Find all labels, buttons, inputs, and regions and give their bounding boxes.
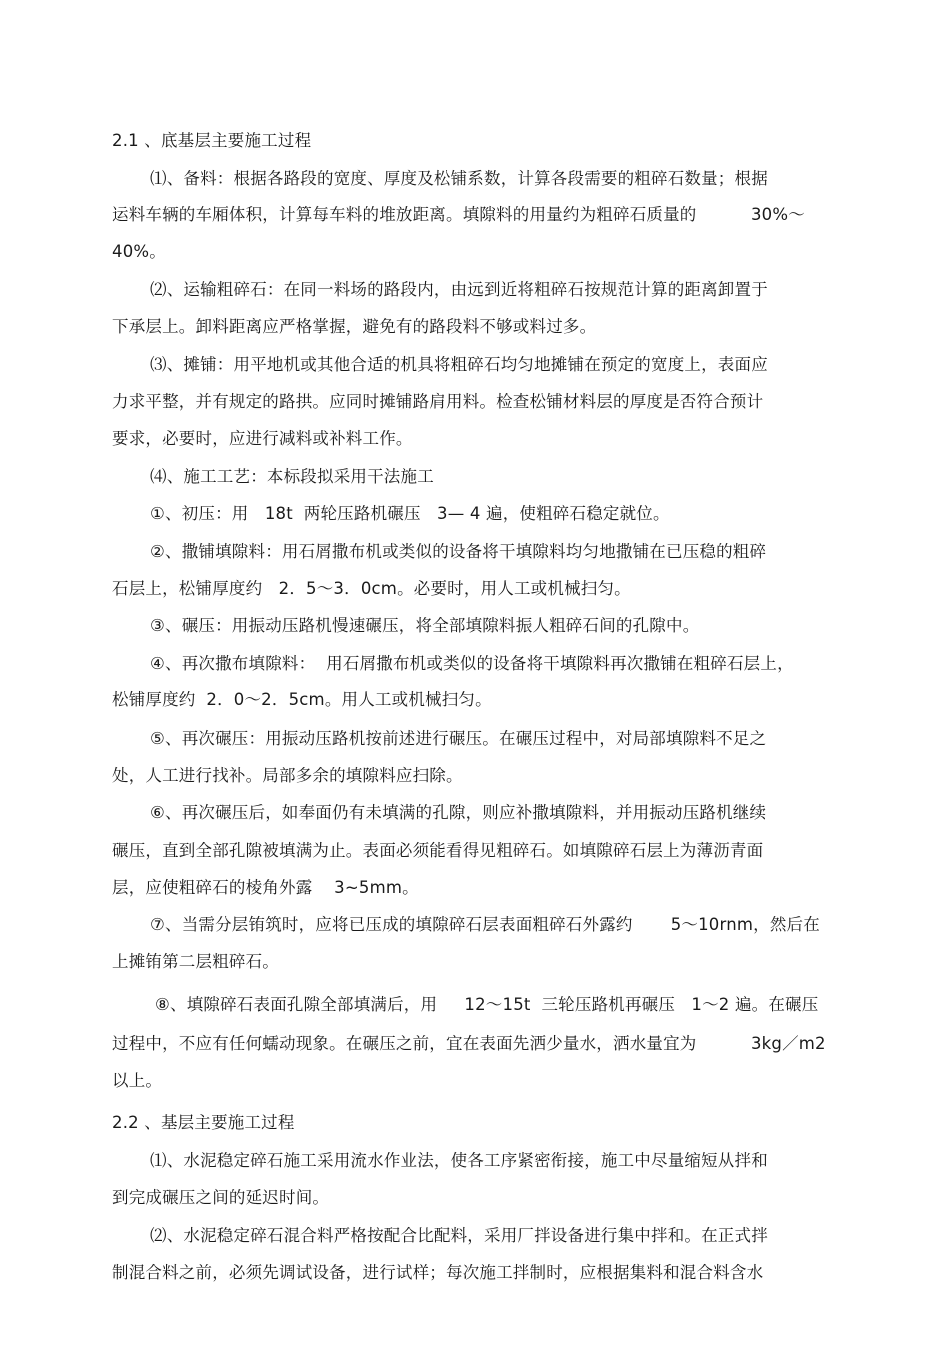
section-heading-2-1: 2.1 、底基层主要施工过程 — [112, 131, 312, 150]
paragraph-line: ④、再次撒布填隙料： 用石屑撒布机或类似的设备将干填隙料再次撒铺在粗碎石层上， — [150, 654, 794, 673]
paragraph-line: ⑴、水泥稳定碎石施工采用流水作业法，使各工序紧密衔接，施工中尽量缩短从拌和 — [150, 1151, 768, 1170]
paragraph-line: 石层上，松铺厚度约 2．5～3．0cm。必要时，用人工或机械扫匀。 — [112, 579, 631, 598]
paragraph-line: ⑤、再次碾压：用振动压路机按前述进行碾压。在碾压过程中，对局部填隙料不足之 — [150, 729, 767, 748]
paragraph-line: 松铺厚度约 2．0～2．5cm。用人工或机械扫匀。 — [112, 690, 492, 709]
paragraph-line: 碾压，直到全部孔隙被填满为止。表面必须能看得见粗碎石。如填隙碎石层上为薄沥青面 — [112, 841, 764, 860]
paragraph-line: ①、初压：用 18t 两轮压路机碾压 3— 4 遍，使粗碎石稳定就位。 — [150, 504, 670, 523]
paragraph-line: 下承层上。卸料距离应严格掌握，避免有的路段料不够或料过多。 — [112, 317, 597, 336]
paragraph-line: ③、碾压：用振动压路机慢速碾压，将全部填隙料振人粗碎石间的孔隙中。 — [150, 616, 700, 635]
paragraph-line: 要求，必要时，应进行减料或补料工作。 — [112, 429, 413, 448]
section-heading-2-2: 2.2 、基层主要施工过程 — [112, 1113, 295, 1132]
paragraph-line: 以上。 — [112, 1071, 163, 1090]
paragraph-line: 40%。 — [112, 242, 166, 261]
paragraph-line: 到完成碾压之间的延迟时间。 — [112, 1188, 330, 1207]
paragraph-line: ⑦、当需分层铕筑时，应将已压成的填隙碎石层表面粗碎石外露约 5～10rnm，然后在 — [150, 915, 820, 934]
paragraph-line: 上摊铕第二层粗碎石。 — [112, 952, 279, 971]
paragraph-line: 处，人工进行找补。局部多余的填隙料应扫除。 — [112, 766, 463, 785]
paragraph-line: 力求平整，并有规定的路拱。应同时摊铺路肩用料。检查松铺材料层的厚度是否符合预计 — [112, 392, 764, 411]
paragraph-line: ⑵、水泥稳定碎石混合料严格按配合比配料，采用厂拌设备进行集中拌和。在正式拌 — [150, 1226, 768, 1245]
paragraph-line: ⑵、运输粗碎石：在同一料场的路段内，由远到近将粗碎石按规范计算的距离卸置于 — [150, 280, 768, 299]
paragraph-line: ②、撒铺填隙料：用石屑撒布机或类似的设备将干填隙料均匀地撒铺在已压稳的粗碎 — [150, 542, 767, 561]
paragraph-line: 层，应使粗碎石的棱角外露 3~5mm。 — [112, 878, 419, 897]
paragraph-line: ⑥、再次碾压后，如奉面仍有未填满的孔隙，则应补撒填隙料，并用振动压路机继续 — [150, 803, 767, 822]
paragraph-line: ⑴、备料：根据各路段的宽度、厚度及松铺系数，计算各段需要的粗碎石数量；根据 — [150, 169, 768, 188]
paragraph-line: 运料车辆的车厢体积，计算每车料的堆放距离。填隙料的用量约为粗碎石质量的 30%～ — [112, 205, 805, 224]
paragraph-line: 制混合料之前，必须先调试设备，进行试样；每次施工拌制时，应根据集料和混合料含水 — [112, 1263, 764, 1282]
paragraph-line: ⑷、施工工艺：本标段拟采用干法施工 — [150, 467, 434, 486]
paragraph-line: ⑧、填隙碎石表面孔隙全部填满后，用 12～15t 三轮压路机再碾压 1～2 遍。在碾压 — [155, 995, 819, 1014]
paragraph-line: 过程中，不应有任何蠕动现象。在碾压之前，宜在表面先洒少量水，洒水量宜为 3kg／m2 — [112, 1034, 826, 1053]
paragraph-line: ⑶、摊铺：用平地机或其他合适的机具将粗碎石均匀地摊铺在预定的宽度上，表面应 — [150, 355, 768, 374]
